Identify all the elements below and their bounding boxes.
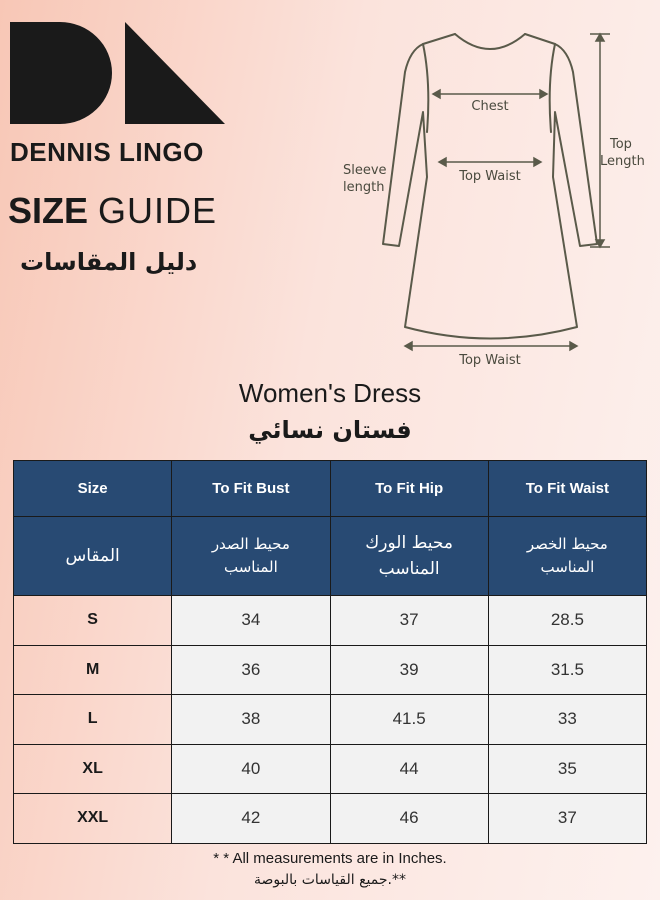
waist-cell: 28.5 (488, 596, 646, 646)
chest-label: Chest (471, 99, 509, 114)
hip-cell: 39 (330, 645, 488, 695)
size-cell: S (14, 596, 172, 646)
product-title-ar: فستان نسائي (248, 416, 412, 444)
header-hip: To Fit Hip (330, 461, 488, 517)
header-bust-ar: محيط الصدر المناسب (172, 517, 330, 596)
dennis-lingo-logo-icon (10, 22, 225, 124)
header-hip-ar (330, 517, 488, 596)
product-title-en: Women's Dress (238, 378, 422, 408)
hip-cell: 46 (330, 794, 488, 844)
hip-cell: 41.5 (330, 695, 488, 745)
size-cell: XXL (14, 794, 172, 844)
measurement-note-ar: جميع القياسات بالبوصة.** (254, 872, 406, 888)
size-guide-title (8, 190, 217, 232)
waist-cell: 35 (488, 744, 646, 794)
waist-cell: 33 (488, 695, 646, 745)
size-cell: L (14, 695, 172, 745)
bust-cell: 42 (172, 794, 330, 844)
sleeve-length-label-2: length (343, 180, 385, 195)
size-guide-arabic: دليل المقاسات (20, 248, 198, 276)
size-guide-light: GUIDE (98, 190, 218, 231)
header-size: Size (14, 461, 172, 517)
header-row-arabic (14, 517, 647, 596)
bust-cell: 38 (172, 695, 330, 745)
waist-cell: 37 (488, 794, 646, 844)
header-row (14, 461, 647, 517)
hip-cell: 44 (330, 744, 488, 794)
header-size-ar (14, 517, 172, 596)
dress-measurement-diagram (335, 22, 655, 372)
top-length-label-2: Length (600, 154, 645, 169)
table-row (14, 794, 647, 844)
top-waist-label: Top Waist (459, 169, 521, 184)
measurement-note-en: * * All measurements are in Inches. (213, 850, 447, 867)
bust-cell: 34 (172, 596, 330, 646)
brand-name: DENNIS LINGO (10, 137, 204, 167)
waist-cell: 31.5 (488, 645, 646, 695)
top-length-label-1: Top (610, 137, 632, 152)
header-size-ar-text: المقاس (65, 545, 120, 566)
table-row (14, 695, 647, 745)
bust-cell: 36 (172, 645, 330, 695)
size-cell: XL (14, 744, 172, 794)
bottom-width-label: Top Waist (459, 353, 521, 368)
table-row (14, 645, 647, 695)
size-cell: M (14, 645, 172, 695)
size-guide-bold: SIZE (8, 190, 89, 231)
hip-cell: 37 (330, 596, 488, 646)
header-bust: To Fit Bust (172, 461, 330, 517)
header-waist: To Fit Waist (488, 461, 646, 517)
bust-cell: 40 (172, 744, 330, 794)
header-hip-ar-text: محيط الورك المناسب (365, 532, 453, 579)
size-chart-table (13, 460, 647, 844)
table-row (14, 744, 647, 794)
sleeve-length-label-1: Sleeve (343, 163, 387, 178)
header-waist-ar: محيط الخصر المناسب (488, 517, 646, 596)
table-row (14, 596, 647, 646)
